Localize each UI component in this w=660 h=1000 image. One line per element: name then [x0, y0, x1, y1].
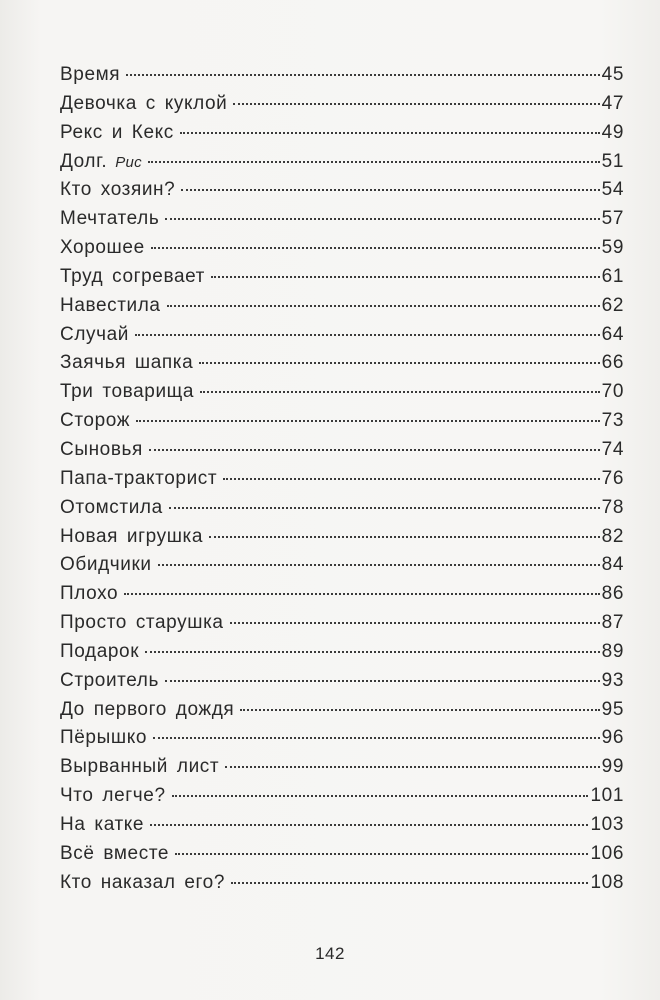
toc-entry-page: 96	[601, 727, 624, 749]
toc-entry	[60, 179, 624, 208]
dot-leader	[209, 536, 600, 538]
toc-entry-title: Труд согревает	[60, 265, 205, 287]
dot-leader	[165, 680, 600, 682]
toc-entry-title: Заячья шапка	[60, 352, 194, 374]
toc-entry-title: Девочка с куклой	[60, 92, 228, 114]
dot-leader	[230, 622, 600, 624]
toc-entry-page: 54	[601, 179, 624, 201]
toc-entry-page: 84	[601, 554, 624, 576]
toc-entry-title: Мечтатель	[60, 208, 160, 230]
toc-entry-title: Случай	[60, 323, 129, 345]
toc-entry-title: Пёрышко	[60, 727, 147, 749]
dot-leader	[181, 189, 599, 191]
toc-entry	[60, 381, 624, 410]
toc-entry	[60, 814, 624, 843]
toc-entry	[60, 237, 624, 266]
toc-entry-page: 76	[601, 467, 624, 489]
table-of-contents	[60, 64, 624, 900]
toc-entry-title: Кто наказал его?	[60, 871, 226, 893]
dot-leader	[200, 391, 600, 393]
toc-entry	[60, 266, 624, 295]
toc-entry	[60, 497, 624, 526]
toc-entry-title: На катке	[60, 813, 145, 835]
dot-leader	[223, 478, 599, 480]
dot-leader	[153, 737, 600, 739]
toc-entry	[60, 727, 624, 756]
toc-entry	[60, 439, 624, 468]
toc-entry	[60, 785, 624, 814]
dot-leader	[211, 276, 600, 278]
dot-leader	[135, 334, 600, 336]
toc-entry-title: Подарок	[60, 640, 140, 662]
toc-entry-title: Обидчики	[60, 554, 152, 576]
toc-entry-title: Папа-тракторист	[60, 467, 218, 489]
toc-entry-title: Что легче?	[60, 785, 166, 807]
toc-entry-page: 51	[601, 150, 624, 172]
toc-entry-page: 103	[590, 813, 624, 835]
toc-entry-title: Вырванный лист	[60, 756, 220, 778]
toc-entry-title: До первого дождя	[60, 698, 235, 720]
toc-entry	[60, 872, 624, 901]
toc-entry	[60, 843, 624, 872]
toc-entry	[60, 208, 624, 237]
toc-entry-title: Всё вместе	[60, 842, 170, 864]
dot-leader	[172, 795, 589, 797]
toc-entry-page: 73	[601, 410, 624, 432]
dot-leader	[126, 74, 599, 76]
toc-entry-title: Отомстила	[60, 496, 163, 518]
toc-entry-title: Строитель	[60, 669, 159, 691]
toc-entry-page: 70	[601, 381, 624, 403]
toc-entry-title: Плохо	[60, 583, 119, 605]
dot-leader	[180, 132, 600, 134]
toc-entry-page: 66	[601, 352, 624, 374]
toc-entry-title: Хорошее	[60, 237, 145, 259]
toc-entry	[60, 93, 624, 122]
dot-leader	[167, 305, 600, 307]
toc-entry-page: 61	[601, 265, 624, 287]
toc-entry-page: 59	[601, 237, 624, 259]
toc-entry	[60, 64, 624, 93]
dot-leader	[150, 824, 588, 826]
dot-leader	[169, 507, 600, 509]
toc-entry	[60, 612, 624, 641]
toc-entry-page: 62	[601, 294, 624, 316]
toc-entry	[60, 699, 624, 728]
toc-entry-author: Рис	[115, 153, 142, 171]
toc-entry-page: 95	[601, 698, 624, 720]
toc-entry	[60, 295, 624, 324]
toc-entry-page: 108	[590, 871, 624, 893]
toc-entry-title: Просто старушка	[60, 612, 224, 634]
toc-entry-page: 101	[590, 785, 624, 807]
toc-entry-page: 82	[601, 525, 624, 547]
dot-leader	[151, 247, 600, 249]
toc-entry-title: Новая игрушка	[60, 525, 204, 547]
toc-entry-title: Сыновья	[60, 438, 143, 460]
toc-entry-page: 74	[601, 438, 624, 460]
toc-entry-page: 99	[601, 756, 624, 778]
dot-leader	[158, 564, 600, 566]
toc-entry	[60, 324, 624, 353]
toc-entry	[60, 410, 624, 439]
dot-leader	[231, 882, 588, 884]
dot-leader	[165, 218, 599, 220]
toc-entry	[60, 352, 624, 381]
toc-entry-title: Время	[60, 64, 121, 85]
dot-leader	[175, 853, 588, 855]
toc-entry-title: Рекс и Кекс	[60, 121, 174, 143]
toc-entry-page: 45	[601, 64, 624, 85]
toc-entry-page: 89	[601, 640, 624, 662]
toc-entry	[60, 122, 624, 151]
toc-entry-title: Кто хозяин?	[60, 179, 176, 201]
toc-entry-title: Три товарища	[60, 381, 195, 403]
dot-leader	[225, 766, 599, 768]
dot-leader	[199, 362, 599, 364]
toc-entry-title: Сторож	[60, 410, 131, 432]
toc-entry-page: 78	[601, 496, 624, 518]
toc-entry-page: 57	[601, 208, 624, 230]
toc-entry-page: 86	[601, 583, 624, 605]
toc-entry-title: Долг.	[60, 150, 108, 172]
toc-entry	[60, 670, 624, 699]
dot-leader	[148, 161, 600, 163]
toc-entry-page: 87	[601, 612, 624, 634]
dot-leader	[124, 593, 599, 595]
dot-leader	[145, 651, 600, 653]
toc-entry-title: Навестила	[60, 294, 161, 316]
dot-leader	[149, 449, 600, 451]
dot-leader	[136, 420, 600, 422]
toc-entry	[60, 554, 624, 583]
toc-entry-page: 93	[601, 669, 624, 691]
page-number: 142	[315, 944, 345, 963]
toc-entry-page: 49	[601, 121, 624, 143]
toc-entry	[60, 583, 624, 612]
dot-leader	[240, 709, 599, 711]
toc-entry	[60, 526, 624, 555]
toc-entry	[60, 151, 624, 180]
dot-leader	[233, 103, 599, 105]
toc-entry-page: 47	[601, 92, 624, 114]
toc-entry-page: 64	[601, 323, 624, 345]
toc-entry	[60, 756, 624, 785]
toc-entry	[60, 641, 624, 670]
toc-entry	[60, 468, 624, 497]
toc-entry-page: 106	[590, 842, 624, 864]
